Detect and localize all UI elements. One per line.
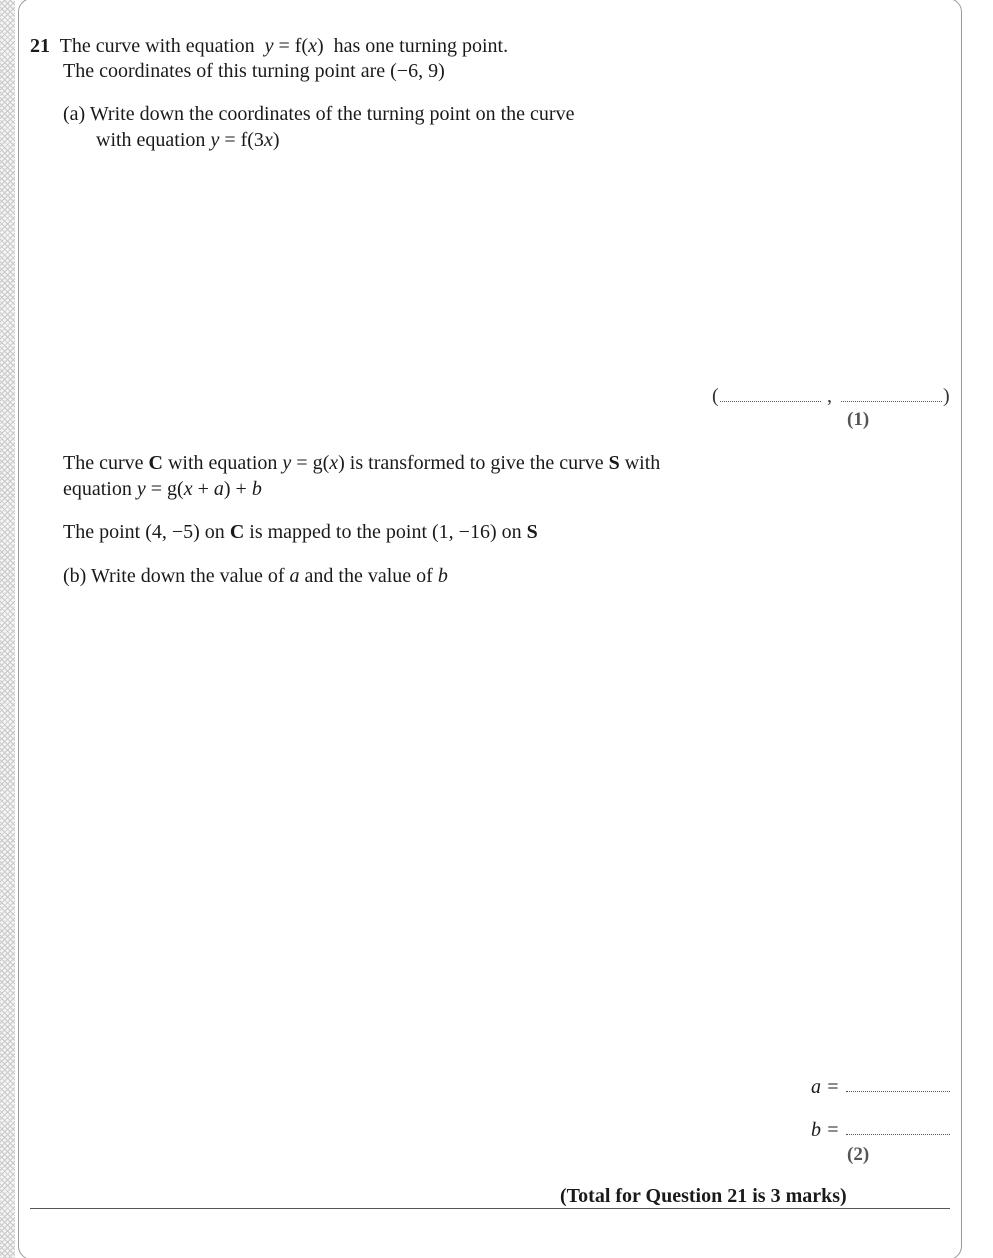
answer-a-open-paren: ( xyxy=(712,385,719,407)
answer-b-label: b = xyxy=(811,1119,840,1141)
part-a-line1: (a) Write down the coordinates of the turning point on the curve xyxy=(63,103,575,125)
answer-a-value-field[interactable] xyxy=(846,1091,950,1092)
question-intro-line1: 21 The curve with equation y = f(x) has one turning point. xyxy=(30,35,509,57)
context-point-line: The point (4, −5) on C is mapped to the point (1, −16) on S xyxy=(63,521,538,543)
context-line2: equation y = g(x + a) + b xyxy=(63,478,262,500)
question-total: (Total for Question 21 is 3 marks) xyxy=(560,1185,847,1207)
part-a-marks: (1) xyxy=(847,409,870,430)
part-b-line: (b) Write down the value of a and the value of b xyxy=(63,565,448,587)
hatched-margin xyxy=(0,0,15,1258)
context-line1: The curve C with equation y = g(x) is transformed to give the curve S with xyxy=(63,452,661,474)
answer-a-close-paren: ) xyxy=(943,385,950,407)
page-frame xyxy=(18,0,962,1258)
question-number: 21 xyxy=(30,35,50,57)
question-intro-line2: The coordinates of this turning point are (−6, 9) xyxy=(63,60,445,82)
answer-a-comma: , xyxy=(827,385,832,407)
part-b-marks: (2) xyxy=(847,1144,870,1165)
answer-a-label: a = xyxy=(811,1076,840,1098)
part-b-label: (b) xyxy=(63,565,87,587)
bottom-rule xyxy=(30,1208,950,1209)
answer-a-x-field[interactable] xyxy=(720,401,821,402)
answer-a-y-field[interactable] xyxy=(841,401,942,402)
part-a-line2: with equation y = f(3x) xyxy=(96,129,280,151)
answer-b-value-field[interactable] xyxy=(846,1134,950,1135)
part-a-label: (a) xyxy=(63,103,86,125)
